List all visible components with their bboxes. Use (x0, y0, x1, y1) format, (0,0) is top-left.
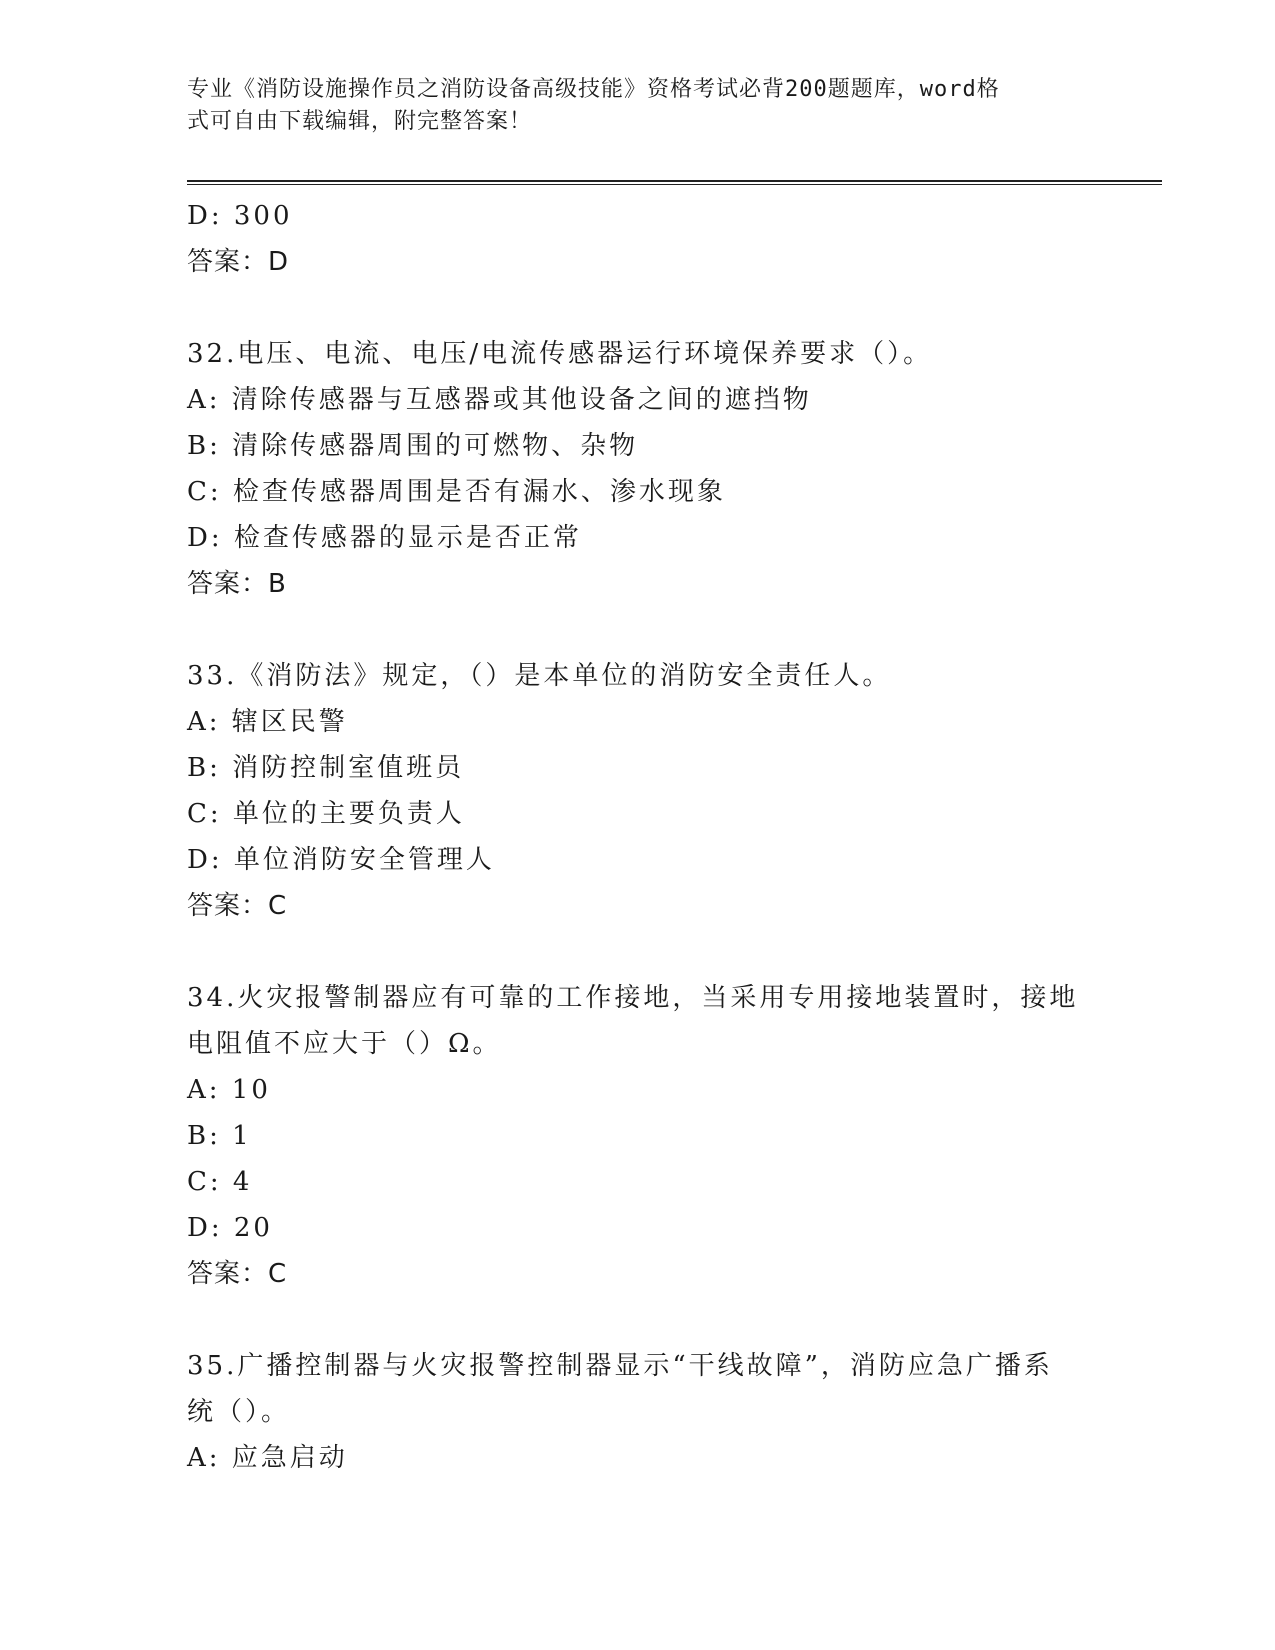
question-34 (187, 975, 1087, 1297)
option-a: A: 应急启动 (187, 1443, 348, 1473)
option-a: A: 10 (187, 1075, 271, 1105)
answer-label: 答案：B (187, 569, 287, 599)
header-divider (187, 180, 1162, 185)
option-c: C: 4 (187, 1167, 253, 1197)
question-stem-line-2: 电阻值不应大于（）Ω。 (187, 1029, 502, 1059)
answer-label: 答案：C (187, 891, 288, 921)
question-stem-line-1: 34.火灾报警制器应有可靠的工作接地，当采用专用接地装置时，接地 (187, 983, 1079, 1013)
option-b: B: 消防控制室值班员 (187, 753, 465, 783)
question-33 (187, 653, 1087, 929)
option-c: C: 检查传感器周围是否有漏水、渗水现象 (187, 477, 726, 507)
question-32 (187, 331, 1087, 607)
carryover-block (187, 193, 1087, 285)
option-b: B: 清除传感器周围的可燃物、杂物 (187, 431, 639, 461)
document-header (187, 74, 1067, 138)
document-page (187, 0, 1167, 1650)
question-stem: 33.《消防法》规定，（）是本单位的消防安全责任人。 (187, 661, 892, 691)
answer-label: 答案：C (187, 1259, 288, 1289)
option-b: B: 1 (187, 1121, 252, 1151)
answer-label: 答案：D (187, 247, 290, 277)
question-35 (187, 1343, 1087, 1481)
option-d: D: 检查传感器的显示是否正常 (187, 523, 582, 553)
option-c: C: 单位的主要负责人 (187, 799, 465, 829)
header-line-2: 式可自由下载编辑，附完整答案！ (187, 109, 533, 134)
option-d: D: 单位消防安全管理人 (187, 845, 495, 875)
question-stem-line-1: 35.广播控制器与火灾报警控制器显示“干线故障”，消防应急广播系 (187, 1351, 1053, 1381)
option-d: D: 300 (187, 201, 293, 231)
question-stem-line-2: 统（）。 (187, 1397, 291, 1427)
option-a: A: 清除传感器与互感器或其他设备之间的遮挡物 (187, 385, 812, 415)
header-line-1: 专业《消防设施操作员之消防设备高级技能》资格考试必背200题题库，word格 (187, 77, 1000, 102)
option-d: D: 20 (187, 1213, 273, 1243)
option-a: A: 辖区民警 (187, 707, 348, 737)
question-stem: 32.电压、电流、电压/电流传感器运行环境保养要求（）。 (187, 339, 933, 369)
question-list (187, 193, 1087, 1481)
